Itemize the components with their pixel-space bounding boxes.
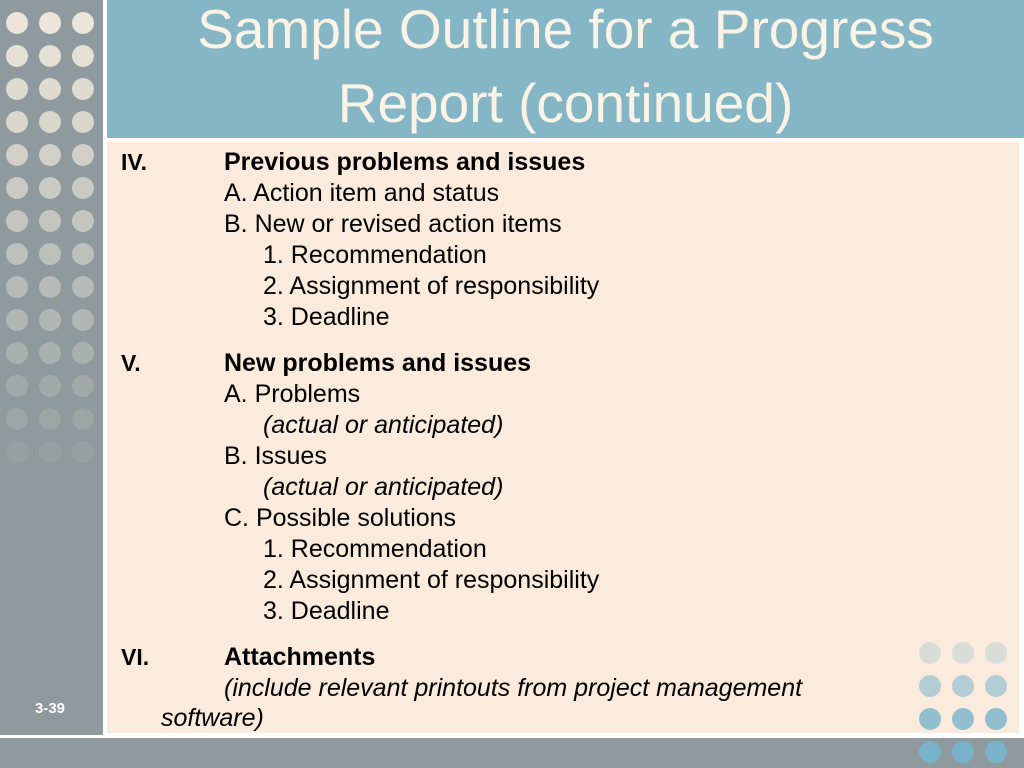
decorative-dot-grid bbox=[6, 12, 94, 463]
decorative-dot bbox=[6, 177, 28, 199]
left-sidebar bbox=[0, 0, 103, 735]
decorative-dot bbox=[39, 210, 61, 232]
outline-item: A. Problems bbox=[224, 380, 361, 408]
bottom-bar bbox=[0, 738, 1024, 768]
decorative-dot bbox=[39, 12, 61, 34]
decorative-dot bbox=[39, 375, 61, 397]
decorative-dot bbox=[39, 177, 61, 199]
decorative-dot bbox=[72, 375, 94, 397]
decorative-dot bbox=[72, 144, 94, 166]
section-number: VI. bbox=[121, 644, 150, 670]
outline-section-iv bbox=[121, 147, 1016, 333]
decorative-dot bbox=[6, 12, 28, 34]
outline-subitem: 1. Recommendation bbox=[263, 241, 487, 269]
decorative-dot bbox=[6, 375, 28, 397]
decorative-dot bbox=[72, 276, 94, 298]
decorative-dot bbox=[72, 12, 94, 34]
decorative-dot bbox=[6, 309, 28, 331]
decorative-dot bbox=[39, 309, 61, 331]
decorative-dot bbox=[72, 45, 94, 67]
decorative-dot bbox=[6, 342, 28, 364]
outline-item: A. Action item and status bbox=[224, 179, 500, 207]
outline-subitem: 3. Deadline bbox=[263, 597, 390, 625]
decorative-dot bbox=[6, 144, 28, 166]
decorative-dot bbox=[39, 276, 61, 298]
slide-number: 3-39 bbox=[34, 700, 66, 717]
decorative-dot bbox=[6, 45, 28, 67]
outline-note-continuation: software) bbox=[161, 704, 264, 732]
decorative-dot bbox=[72, 441, 94, 463]
decorative-dot bbox=[39, 111, 61, 133]
outline-note: (actual or anticipated) bbox=[263, 473, 504, 501]
outline-note: (include relevant printouts from project management bbox=[224, 674, 803, 702]
decorative-dot bbox=[39, 45, 61, 67]
decorative-dot bbox=[72, 243, 94, 265]
outline-subitem: 3. Deadline bbox=[263, 303, 390, 331]
decorative-dot bbox=[6, 441, 28, 463]
outline-item: C. Possible solutions bbox=[224, 504, 457, 532]
outline-note: (actual or anticipated) bbox=[263, 411, 504, 439]
section-number: IV. bbox=[121, 149, 148, 175]
decorative-dot bbox=[6, 408, 28, 430]
decorative-dot bbox=[919, 741, 941, 763]
decorative-dot bbox=[72, 111, 94, 133]
outline-item: B. New or revised action items bbox=[224, 210, 562, 238]
outline-subitem: 2. Assignment of responsibility bbox=[263, 272, 600, 300]
section-heading: Previous problems and issues bbox=[224, 148, 586, 176]
slide-title bbox=[107, 0, 1024, 140]
section-heading: New problems and issues bbox=[224, 349, 532, 377]
decorative-dot bbox=[39, 78, 61, 100]
outline-subitem: 1. Recommendation bbox=[263, 535, 487, 563]
decorative-dot bbox=[72, 309, 94, 331]
decorative-dot bbox=[72, 408, 94, 430]
decorative-dot bbox=[72, 78, 94, 100]
outline-subitem: 2. Assignment of responsibility bbox=[263, 566, 600, 594]
slide-title-line-1: Sample Outline for a Progress bbox=[197, 0, 934, 60]
section-number: V. bbox=[121, 350, 141, 376]
decorative-dot bbox=[6, 243, 28, 265]
decorative-dot bbox=[6, 276, 28, 298]
decorative-dot bbox=[6, 210, 28, 232]
outline-item: B. Issues bbox=[224, 442, 327, 470]
decorative-dot bbox=[6, 78, 28, 100]
slide-title-line-2: Report (continued) bbox=[337, 72, 794, 134]
decorative-dot bbox=[39, 144, 61, 166]
decorative-dot bbox=[39, 441, 61, 463]
decorative-dot bbox=[72, 177, 94, 199]
section-heading: Attachments bbox=[224, 643, 376, 671]
decorative-dot bbox=[952, 741, 974, 763]
outline bbox=[121, 147, 1016, 733]
outline-section-vi bbox=[121, 642, 1016, 733]
decorative-dot bbox=[72, 210, 94, 232]
decorative-dot bbox=[39, 408, 61, 430]
decorative-dot bbox=[985, 741, 1007, 763]
decorative-dot bbox=[72, 342, 94, 364]
decorative-dot bbox=[6, 111, 28, 133]
decorative-dot bbox=[39, 342, 61, 364]
outline-section-v bbox=[121, 348, 1016, 627]
decorative-dot bbox=[39, 243, 61, 265]
